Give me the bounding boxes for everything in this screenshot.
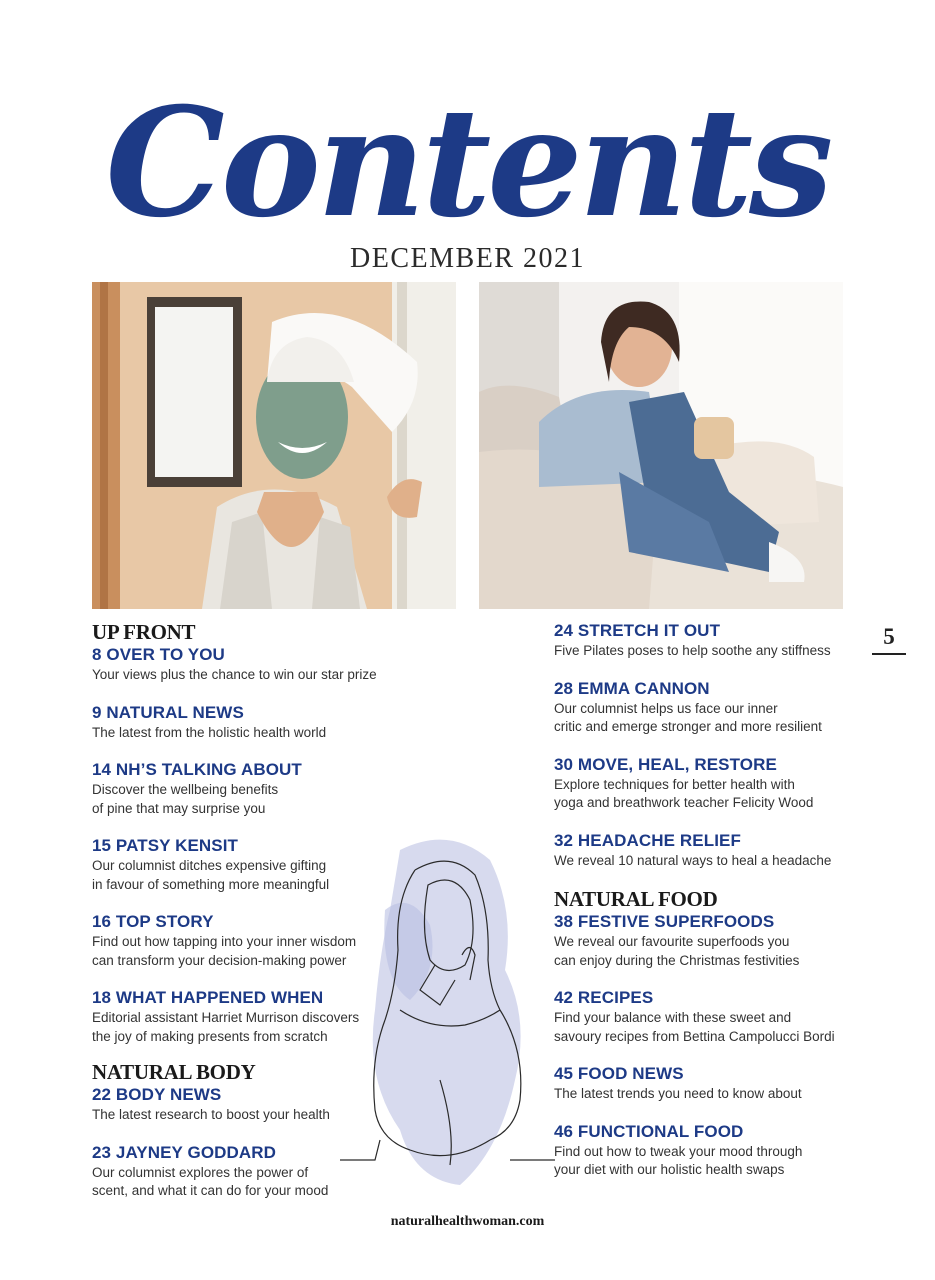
entry-title: 28 EMMA CANNON: [554, 678, 710, 698]
entry-description: Find your balance with these sweet and savoury recipes from Bettina Campolucci Bordi: [554, 1010, 835, 1044]
entry-title: 45 FOOD NEWS: [554, 1064, 684, 1083]
contents-entry[interactable]: [92, 759, 392, 818]
contents-entry[interactable]: [92, 644, 392, 685]
entry-description: Our columnist ditches expensive gifting in favour of something more meaningful: [92, 858, 330, 892]
footer-website-url: naturalhealthwoman.com: [390, 1214, 545, 1229]
entry-description: Our columnist helps us face our inner critic and emerge stronger and more resilient: [554, 700, 822, 734]
section-heading-up-front: UP FRONT: [92, 620, 196, 644]
issue-date: DECEMBER 2021: [350, 243, 585, 274]
photo-face-mask-woman: [92, 282, 456, 609]
entry-description: Your views plus the chance to win our star prize: [92, 667, 377, 682]
entry-title: 23 JAYNEY GODDARD: [92, 1142, 277, 1162]
entry-title: 30 MOVE, HEAL, RESTORE: [554, 754, 777, 774]
section-heading-natural-food: NATURAL FOOD: [554, 887, 718, 911]
entry-description: The latest trends you need to know about: [554, 1086, 802, 1101]
entry-description: Editorial assistant Harriet Murrison discovers the joy of making presents from scratch: [92, 1010, 360, 1044]
contents-entry[interactable]: [554, 754, 854, 813]
contents-entry[interactable]: [554, 678, 854, 737]
entry-description: Explore techniques for better health with yoga and breathwork teacher Felicity Wood: [554, 776, 814, 810]
contents-entry[interactable]: [554, 620, 854, 661]
entry-title: 24 STRETCH IT OUT: [554, 621, 721, 640]
contents-entry[interactable]: [554, 1063, 854, 1104]
entry-description: The latest from the holistic health world: [92, 724, 327, 740]
entry-title: 14 NH’S TALKING ABOUT: [92, 760, 302, 779]
entry-title: 38 FESTIVE SUPERFOODS: [554, 912, 775, 931]
entry-description: We reveal our favourite superfoods you can enjoy during the Christmas festivities: [554, 934, 800, 968]
contents-entry[interactable]: [554, 911, 854, 970]
entry-description: The latest research to boost your health: [92, 1107, 330, 1122]
page-number: 5: [883, 624, 895, 649]
contents-right-column: [554, 620, 854, 1197]
contents-entry[interactable]: [554, 987, 854, 1046]
section-heading-natural-body: NATURAL BODY: [92, 1060, 256, 1084]
line-art-woman-illustration: [340, 830, 555, 1190]
page-title: Contents: [105, 75, 830, 251]
page-number-rule: [872, 653, 906, 655]
contents-entry[interactable]: [554, 1121, 854, 1180]
photo-sofa-woman: [479, 282, 843, 609]
entry-title: 32 HEADACHE RELIEF: [554, 830, 741, 850]
contents-entry[interactable]: [92, 702, 392, 743]
entry-description: Discover the wellbeing benefits of pine that may surprise you: [92, 782, 279, 816]
entry-title: 8 OVER TO YOU: [92, 645, 225, 664]
entry-title: 22 BODY NEWS: [92, 1085, 222, 1104]
entry-description: We reveal 10 natural ways to heal a headache: [554, 852, 832, 868]
entry-description: Find out how tapping into your inner wisdom can transform your decision-making power: [92, 934, 357, 968]
entry-description: Find out how to tweak your mood through your diet with our holistic health swaps: [554, 1143, 803, 1177]
entry-title: 16 TOP STORY: [92, 912, 214, 931]
contents-entry[interactable]: [554, 830, 854, 871]
entry-description: Our columnist explores the power of scent, and what it can do for your mood: [92, 1164, 329, 1198]
entry-title: 15 PATSY KENSIT: [92, 836, 239, 855]
entry-description: Five Pilates poses to help soothe any stiffness: [554, 643, 831, 658]
entry-title: 9 NATURAL NEWS: [92, 702, 244, 722]
entry-title: 18 WHAT HAPPENED WHEN: [92, 988, 324, 1007]
entry-title: 42 RECIPES: [554, 988, 654, 1007]
entry-title: 46 FUNCTIONAL FOOD: [554, 1121, 744, 1141]
